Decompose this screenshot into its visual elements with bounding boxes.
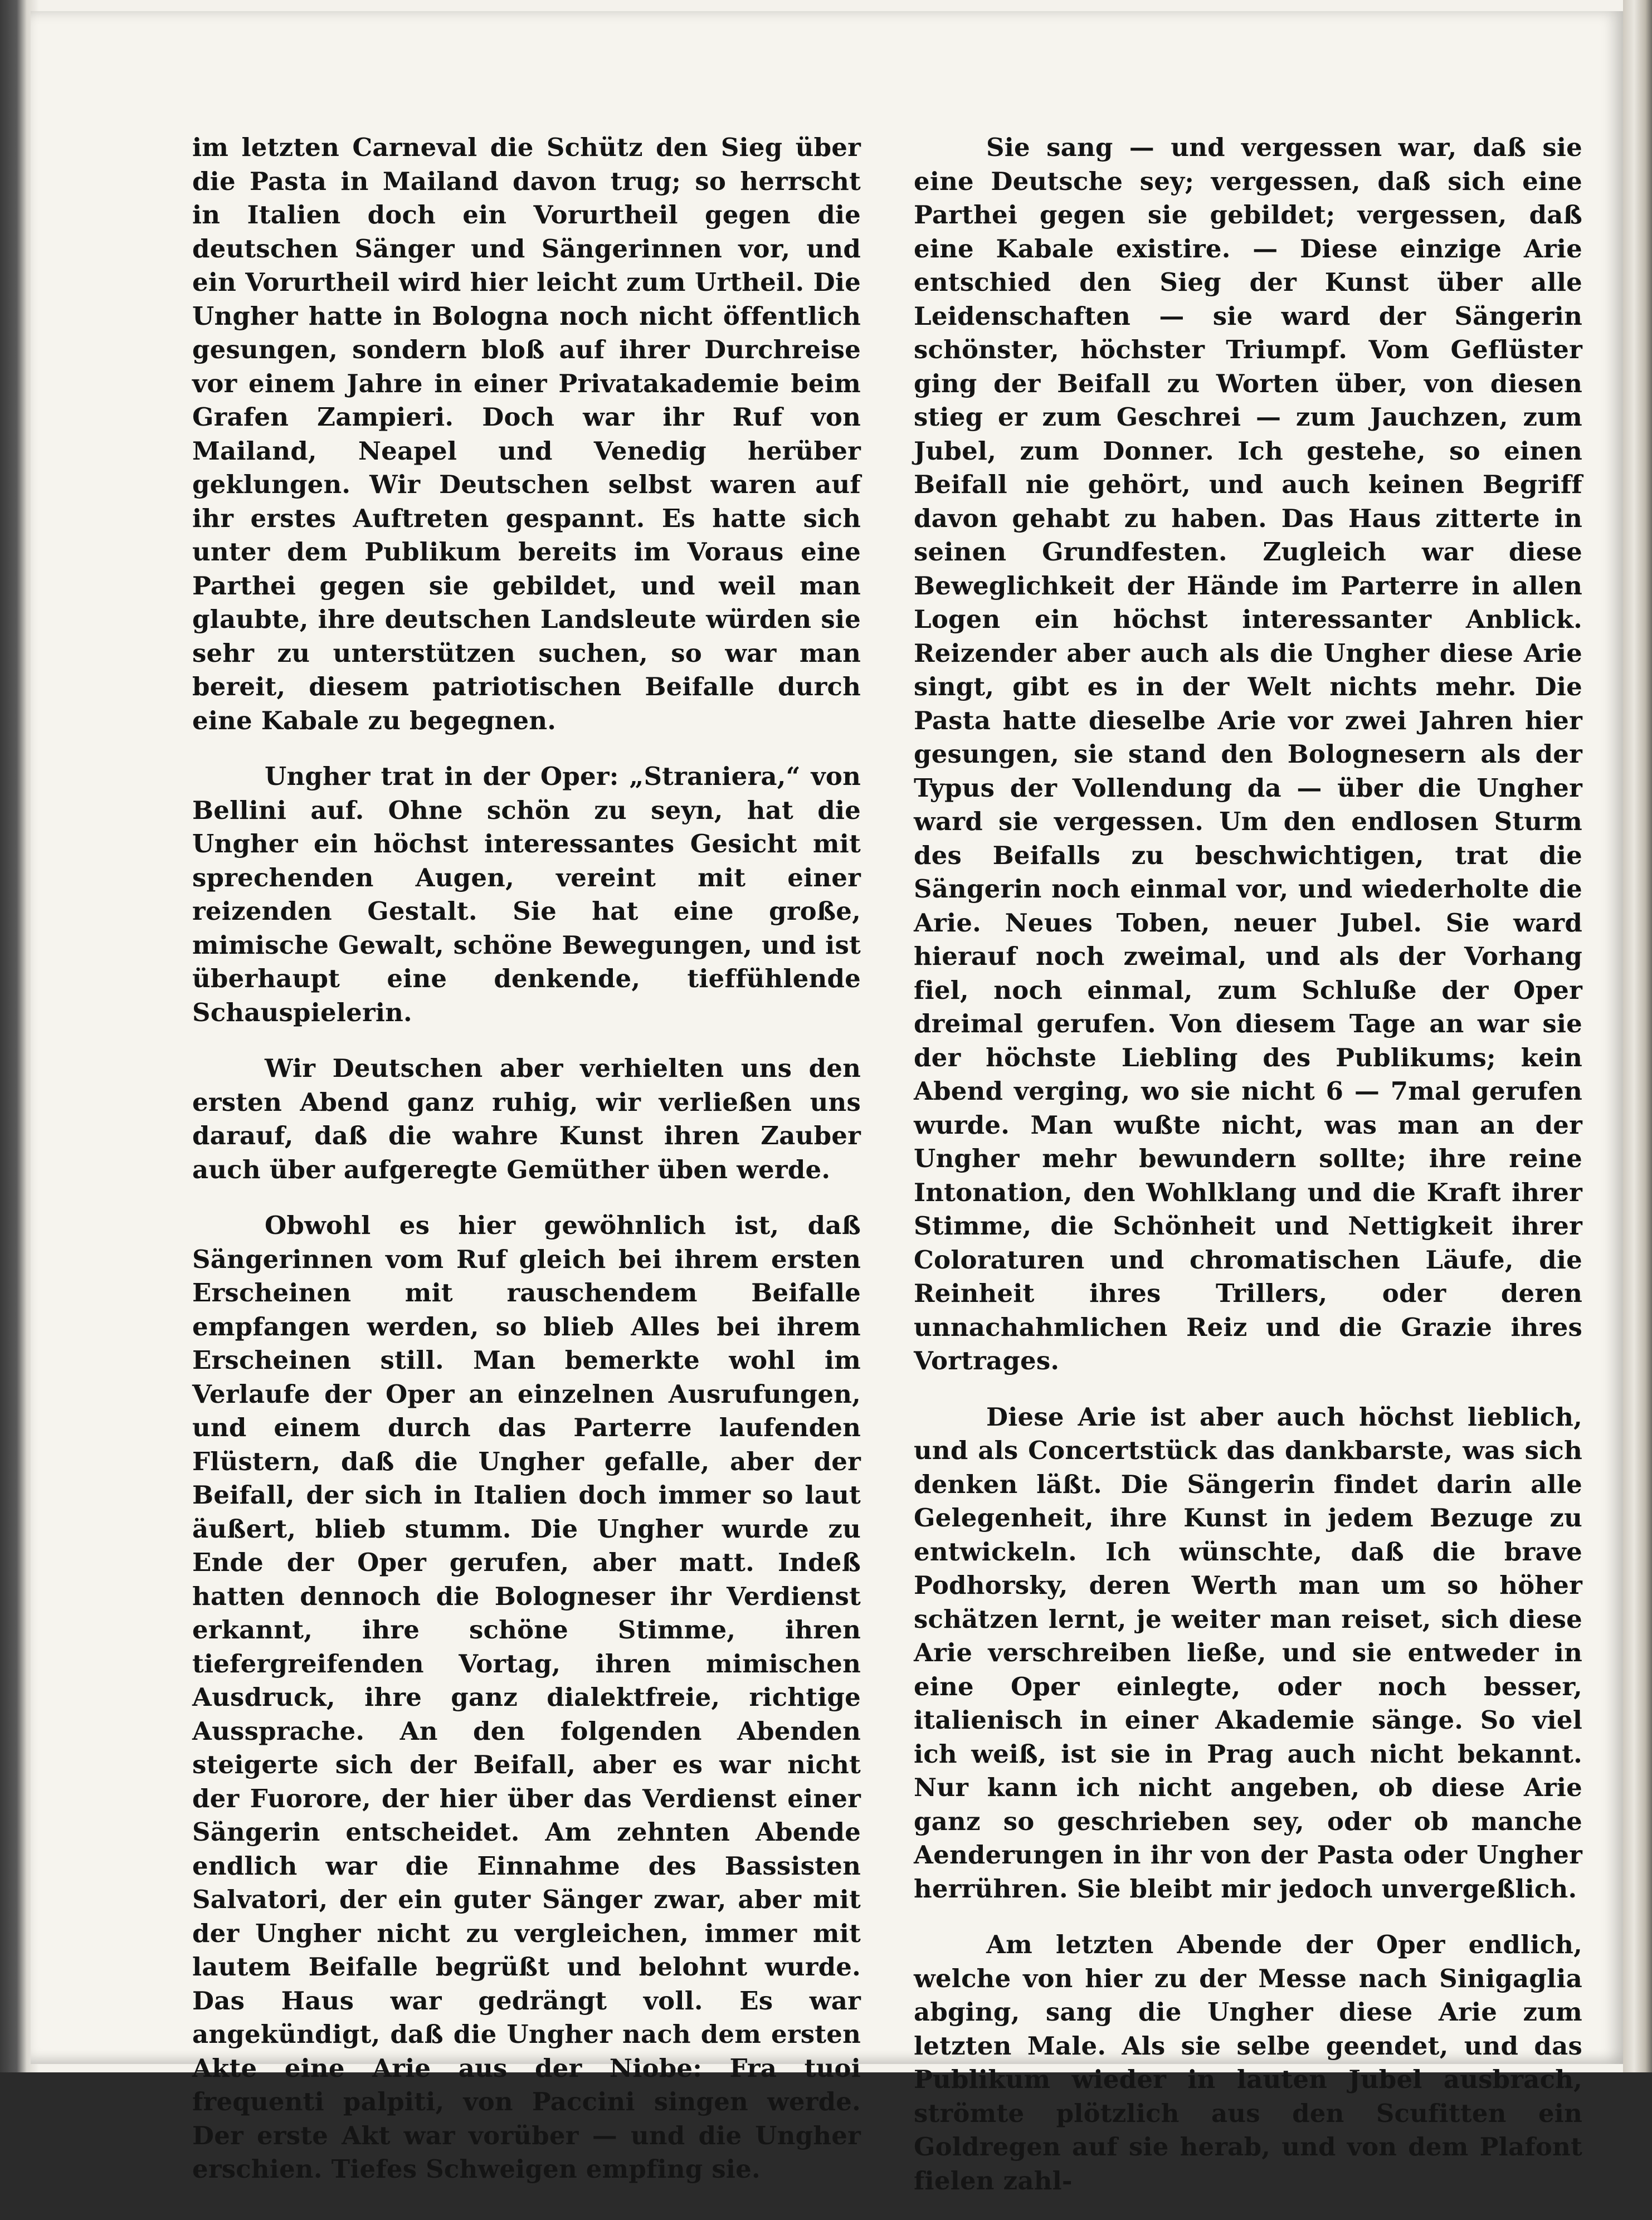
paragraph: Diese Arie ist aber auch höchst lieblich, und als Concertstück das dankbarste, was sich denken läßt. Die Sängerin findet darin alle Gelegenheit, ihre Kunst in jedem Bezuge zu entwickeln. Ich wünschte, daß die brave Podhorsky, deren Werth man um so höher schätzen lernt, je weiter man reiset, sich diese Arie verschreiben ließe, und sie entweder in eine Oper einlegte, oder noch besser, italienisch in einer Akademie sänge. So viel ich weiß, ist sie in Prag auch nicht bekannt. Nur kann ich nicht angeben, ob diese Arie ganz so geschrieben sey, oder ob manche Aenderungen in ihr von der Pasta oder Ungher herrühren. Sie bleibt mir jedoch unvergeßlich. — [914, 1402, 1582, 1904]
right-text-column — [914, 131, 1582, 2220]
left-text-column — [192, 131, 861, 2209]
paragraph: Wir Deutschen aber verhielten uns den ersten Abend ganz ruhig, wir verließen uns darauf, daß die wahre Kunst ihren Zauber auch über aufgeregte Gemüther üben werde. — [192, 1053, 861, 1184]
paragraph: im letzten Carneval die Schütz den Sieg über die Pasta in Mailand davon trug; so herrscht in Italien doch ein Vorurtheil gegen die deutschen Sänger und Sängerinnen vor, und ein Vorurtheil wird hier leicht zum Urtheil. Die Ungher hatte in Bologna noch nicht öffentlich gesungen, sondern bloß auf ihrer Durchreise vor einem Jahre in einer Privatakademie beim Grafen Zampieri. Doch war ihr Ruf von Mailand, Neapel und Venedig herüber geklungen. Wir Deutschen selbst waren auf ihr erstes Auftreten gespannt. Es hatte sich unter dem Publikum bereits im Voraus eine Parthei gegen sie gebildet, und weil man glaubte, ihre deutschen Landsleute würden sie sehr zu unterstützen suchen, so war man bereit, diesem patriotischen Beifalle durch eine Kabale zu begegnen. — [192, 133, 861, 735]
page-edge-shadow — [1623, 0, 1652, 2072]
paragraph: Am letzten Abende der Oper endlich, welche von hier zu der Messe nach Sinigaglia abging, sang die Ungher diese Arie zum letzten Male. Als sie selbe geendet, und das Publikum wieder in lauten Jubel ausbrach, strömte plötzlich aus den Scufitten ein Goldregen auf sie herab, und von dem Plafont fielen zahl- — [914, 1930, 1582, 2195]
paragraph: Ungher trat in der Oper: „Straniera,“ von Bellini auf. Ohne schön zu seyn, hat die Ungher ein höchst interessantes Gesicht mit sprechenden Augen, vereint mit einer reizenden Gestalt. Sie hat eine große, mimische Gewalt, schöne Bewegungen, und ist überhaupt eine denkende, tieffühlende Schauspielerin. — [192, 762, 861, 1027]
paragraph: Sie sang — und vergessen war, daß sie eine Deutsche sey; vergessen, daß sich eine Parthei gegen sie gebildet; vergessen, daß eine Kabale existire. — Diese einzige Arie entschied den Sieg der Kunst über alle Leidenschaften — sie ward der Sängerin schönster, höchster Triumpf. Vom Geflüster ging der Beifall zu Worten über, von diesen stieg er zum Geschrei — zum Jauchzen, zum Jubel, zum Donner. Ich gestehe, so einen Beifall nie gehört, und auch keinen Begriff davon gehabt zu haben. Das Haus zitterte in seinen Grundfesten. Zugleich war diese Beweglichkeit der Hände im Parterre in allen Logen ein höchst interessanter Anblick. Reizender aber auch als die Ungher diese Arie singt, gibt es in der Welt nichts mehr. Die Pasta hatte dieselbe Arie vor zwei Jahren hier gesungen, sie stand den Bolognesern als der Typus der Vollendung da — über die Ungher ward sie vergessen. Um den endlosen Sturm des Beifalls zu beschwichtigen, trat die Sängerin noch einmal vor, und wiederholte die Arie. Neues Toben, neuer Jubel. Sie ward hierauf noch zweimal, und als der Vorhang fiel, noch einmal, zum Schluße der Oper dreimal gerufen. Von diesem Tage an war sie der höchste Liebling des Publikums; kein Abend verging, wo sie nicht 6 — 7mal gerufen wurde. Man wußte nicht, was man an der Ungher mehr bewundern sollte; ihre reine Intonation, den Wohlklang und die Kraft ihrer Stimme, die Schönheit und Nettigkeit ihrer Coloraturen und chromatischen Läufe, die Reinheit ihres Trillers, oder deren unnachahmlichen Reiz und die Grazie ihres Vortrages. — [914, 133, 1582, 1375]
paragraph: Obwohl es hier gewöhnlich ist, daß Sängerinnen vom Ruf gleich bei ihrem ersten Erscheinen mit rauschendem Beifalle empfangen werden, so blieb Alles bei ihrem Erscheinen still. Man bemerkte wohl im Verlaufe der Oper an einzelnen Ausrufungen, und einem durch das Parterre laufenden Flüstern, daß die Ungher gefalle, aber der Beifall, der sich in Italien doch immer so laut äußert, blieb stumm. Die Ungher wurde zu Ende der Oper gerufen, aber matt. Indeß hatten dennoch die Bologneser ihr Verdienst erkannt, ihre schöne Stimme, ihren tiefergreifenden Vortag, ihren mimischen Ausdruck, ihre ganz dialektfreie, richtige Aussprache. An den folgenden Abenden steigerte sich der Beifall, aber es war nicht der Fuorore, der hier über das Verdienst einer Sängerin entscheidet. Am zehnten Abende endlich war die Einnahme des Bassisten Salvatori, der ein guter Sänger zwar, aber mit der Ungher nicht zu vergleichen, immer mit lautem Beifalle begrüßt und belohnt wurde. Das Haus war gedrängt voll. Es war angekündigt, daß die Ungher nach dem ersten Akte eine Arie aus der Niobe: Fra tuoi frequenti palpiti, von Paccini singen werde. Der erste Akt war vorüber — und die Ungher erschien. Tiefes Schweigen empfing sie. — [192, 1211, 861, 2184]
